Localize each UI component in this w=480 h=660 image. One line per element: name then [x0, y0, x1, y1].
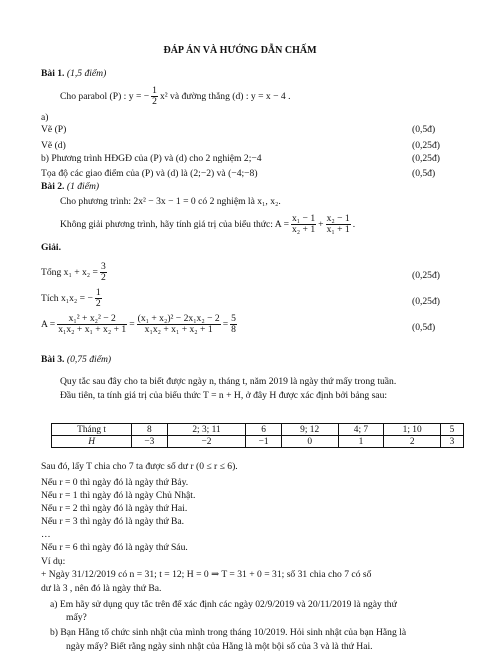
- bai2-line2-text: Không giải phương trình, hãy tính giá trị của biểu thức: A =: [60, 218, 289, 230]
- table-cell: −1: [246, 436, 281, 448]
- A-pts: (0,5đ): [412, 322, 436, 333]
- giai-heading: Giải.: [41, 242, 61, 253]
- A-text: A =: [41, 318, 56, 330]
- bai2-heading: [41, 181, 99, 192]
- bai1-intro-a: Cho parabol (P) : y = −: [60, 90, 150, 102]
- table-row: [52, 424, 464, 436]
- A-f1-num: x₁² + x₂² − 2: [57, 314, 127, 325]
- bai2-label: Bài 2.: [41, 181, 65, 192]
- bai1-row-4-pts: (0,5đ): [412, 168, 436, 179]
- vidu-label: Ví dụ:: [41, 556, 66, 567]
- bai1-row-2: Vẽ (d): [41, 140, 66, 151]
- rule-2: Nếu r = 2 thì ngày đó là ngày thứ Hai.: [41, 503, 188, 514]
- bai2-plus: +: [318, 218, 324, 230]
- tich-pts: (0,25đ): [412, 296, 440, 307]
- bai1-fraction: [151, 86, 158, 107]
- A-f2-num: (x₁ + x₂)² − 2x₁x₂ − 2: [137, 313, 220, 324]
- tong-num: 3: [100, 261, 106, 272]
- tong-den: 2: [100, 272, 106, 284]
- A-f3-num: 5: [231, 313, 236, 324]
- tong-line: [41, 262, 109, 283]
- question-b-line-2: ngày mấy? Biết rằng ngày sinh nhật của Hằng là một bội số của 3 và là thứ Hai.: [66, 641, 373, 652]
- A-f2-den: x₁x₂ + x₁ + x₂ + 1: [144, 324, 213, 336]
- tich-frac: [95, 288, 102, 309]
- table-cell: −2: [167, 436, 246, 448]
- table-cell: 1; 10: [384, 424, 441, 436]
- example-line-2: dư là 3 , nên đó là ngày thứ Ba.: [41, 583, 162, 594]
- bai3-p1: Quy tắc sau đây cho ta biết được ngày n, tháng t, năm 2019 là ngày thứ mấy trong tuần.: [60, 376, 397, 387]
- tich-num: 1: [95, 287, 101, 298]
- bai1-score: (1,5 điểm): [66, 68, 107, 79]
- table-cell: 5: [441, 424, 464, 436]
- bai3-heading: [41, 354, 111, 365]
- bai2-score: (1 điểm): [66, 181, 100, 192]
- tich-den: 2: [95, 298, 101, 310]
- bai1-row-3-pts: (0,25đ): [412, 153, 440, 164]
- bai2-f1-den: x₂ + 1: [291, 224, 316, 236]
- bai1-intro: [60, 86, 291, 107]
- bai1-intro-b: x² và đường thẳng (d) : y = x − 4 .: [159, 90, 291, 102]
- bai1-row-1-pts: (0,5đ): [412, 124, 436, 135]
- rule-3: Nếu r = 3 thì ngày đó là ngày thứ Ba.: [41, 516, 185, 527]
- A-eq2: =: [222, 318, 229, 330]
- A-frac-2: [137, 314, 221, 335]
- bai1-row-3: b) Phương trình HĐGĐ của (P) và (d) cho 2 nghiệm 2;−4: [41, 153, 262, 164]
- example-line-1: + Ngày 31/12/2019 có n = 31; t = 12; H = 0 ⇒ T = 31 + 0 = 31; số 31 chia cho 7 có số: [41, 569, 372, 580]
- tich-text: Tích x₁x₂ = −: [41, 292, 93, 304]
- A-f3-den: 8: [231, 324, 236, 336]
- table-cell: Tháng t: [52, 424, 132, 436]
- table-cell: H: [52, 436, 132, 448]
- table-cell: 8: [132, 424, 167, 436]
- bai3-label: Bài 3.: [41, 354, 65, 365]
- A-eq: =: [129, 318, 135, 330]
- rule-0: Nếu r = 0 thì ngày đó là ngày thứ Bảy.: [41, 477, 189, 488]
- bai1-frac-den: 2: [152, 96, 157, 108]
- bai1-heading: [41, 68, 106, 79]
- bai2-f2-den: x₁ + 1: [326, 224, 350, 236]
- table-row: [52, 436, 464, 448]
- bai2-line2: [60, 214, 355, 235]
- table-cell: 0: [281, 436, 338, 448]
- table-cell: 2: [384, 436, 441, 448]
- page-title: ĐÁP ÁN VÀ HƯỚNG DẪN CHẤM: [163, 45, 317, 56]
- A-frac-1: [57, 314, 127, 335]
- bai1-frac-num: 1: [152, 85, 157, 96]
- table-cell: 6: [246, 424, 281, 436]
- tong-frac: [100, 262, 107, 283]
- table-cell: 4; 7: [338, 424, 384, 436]
- bai2-line1: Cho phương trình: 2x² − 3x − 1 = 0 có 2 nghiệm là x₁, x₂.: [60, 196, 281, 207]
- bai3-p2: Đầu tiên, ta tính giá trị của biểu thức T = n + H, ở đây H được xác định bởi bảng sau:: [60, 390, 388, 401]
- question-a-line-2: mấy?: [66, 612, 87, 623]
- h-table: [51, 423, 464, 448]
- rule-ellipsis: …: [41, 529, 51, 540]
- tich-line: [41, 288, 104, 309]
- bai1-part-a: a): [41, 112, 49, 123]
- question-b-line-1: b) Bạn Hằng tổ chức sinh nhật của mình trong tháng 10/2019. Hỏi sinh nhật của bạn Hằng là: [50, 627, 407, 638]
- rule-1: Nếu r = 1 thì ngày đó là ngày Chủ Nhật.: [41, 490, 196, 501]
- bai2-frac-2: [326, 214, 351, 235]
- bai3-after: Sau đó, lấy T chia cho 7 ta được số dư r (0 ≤ r ≤ 6).: [41, 461, 238, 472]
- bai1-row-1: Vẽ (P): [41, 124, 67, 135]
- A-f1-den: x₁x₂ + x₁ + x₂ + 1: [58, 324, 127, 336]
- bai1-label: Bài 1.: [41, 68, 65, 79]
- bai2-frac-1: [291, 214, 316, 235]
- table-cell: −3: [132, 436, 167, 448]
- bai3-score: (0,75 điểm): [66, 354, 112, 365]
- table-cell: 3: [441, 436, 464, 448]
- bai2-end: .: [352, 218, 356, 230]
- A-frac-3: [230, 314, 237, 335]
- tong-text: Tổng x₁ + x₂ =: [41, 266, 98, 278]
- bai1-row-2-pts: (0,25đ): [412, 140, 440, 151]
- bai1-row-4: Tọa độ các giao điểm của (P) và (d) là (2;−2) và (−4;−8): [41, 168, 258, 179]
- question-a-line-1: a) Em hãy sử dụng quy tắc trên để xác định các ngày 02/9/2019 và 20/11/2019 là ngày thứ: [50, 599, 397, 610]
- bai2-f2-num: x₂ − 1: [326, 213, 350, 224]
- tong-pts: (0,25đ): [412, 270, 440, 281]
- table-cell: 9; 12: [281, 424, 338, 436]
- rule-6: Nếu r = 6 thì ngày đó là ngày thứ Sáu.: [41, 542, 188, 553]
- table-cell: 2; 3; 11: [167, 424, 246, 436]
- A-line: [41, 314, 239, 335]
- table-cell: 1: [338, 436, 384, 448]
- bai2-f1-num: x₁ − 1: [291, 213, 316, 224]
